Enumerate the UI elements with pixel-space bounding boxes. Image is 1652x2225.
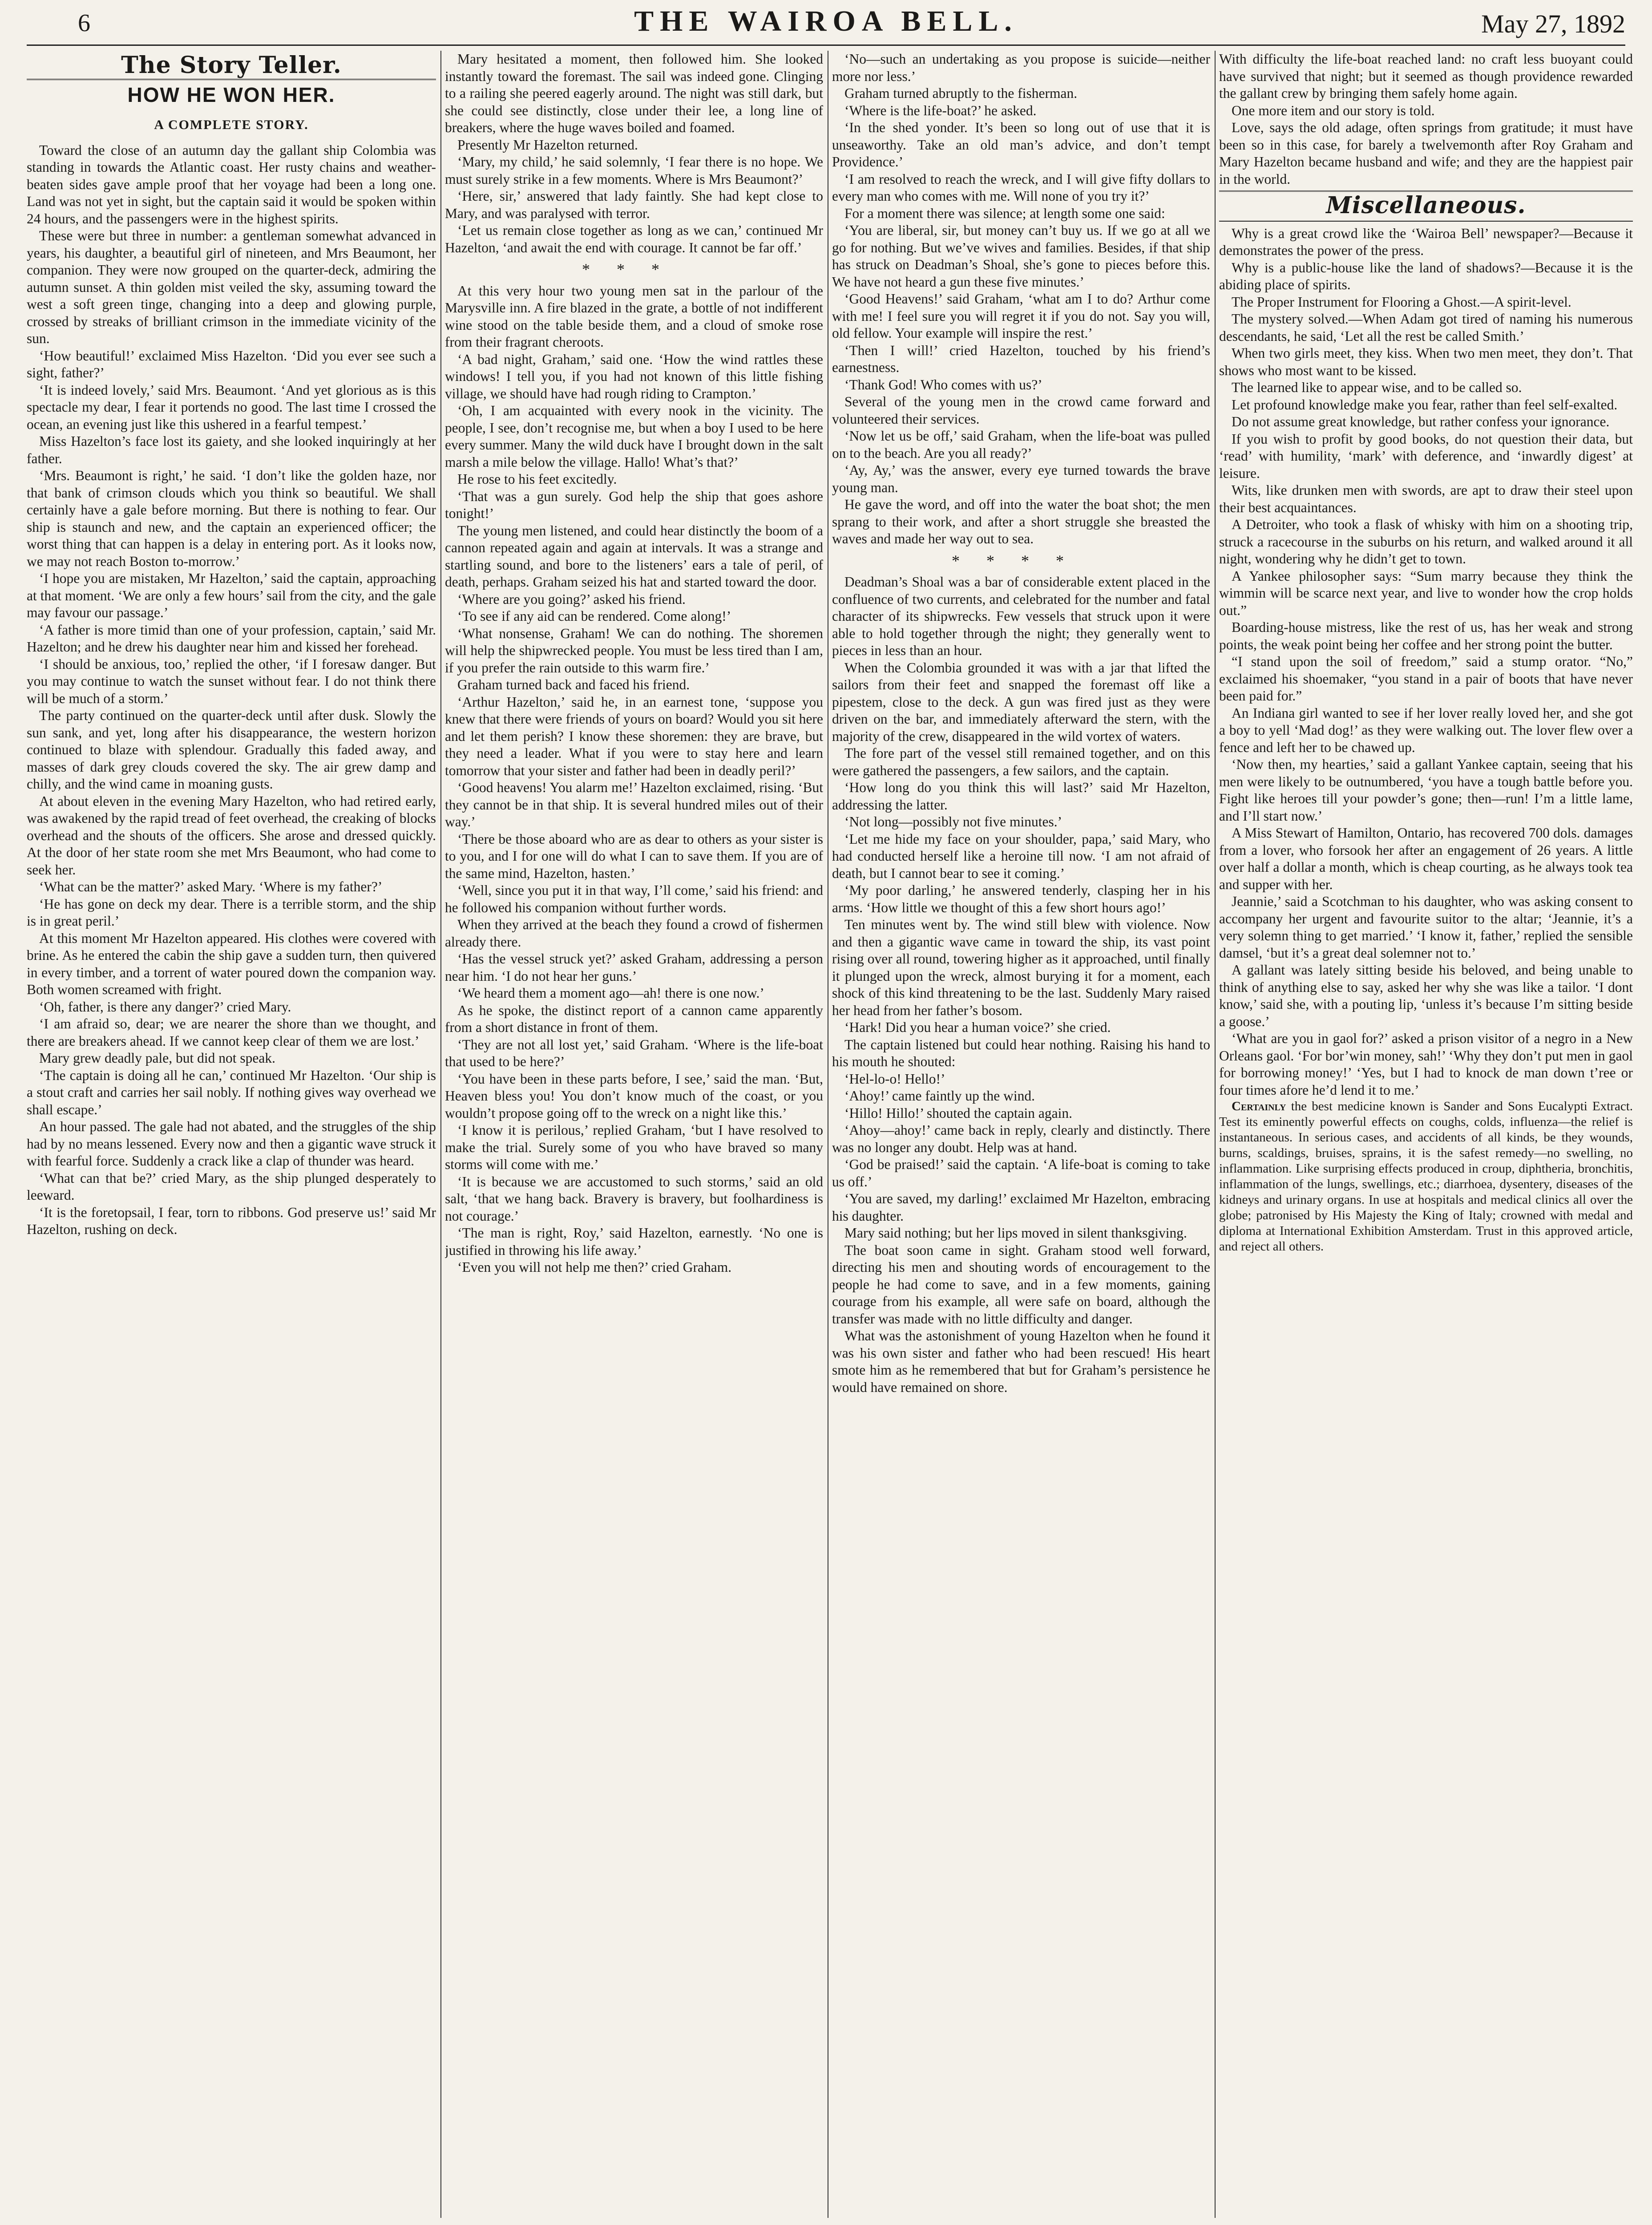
story-paragraph: ‘I am afraid so, dear; we are nearer the shore than we thought, and there are breakers ahead. If we cannot keep clear of them we are lost.’ <box>27 1016 436 1049</box>
story-paragraph: ‘What can be the matter?’ asked Mary. ‘Where is my father?’ <box>39 879 383 894</box>
story-paragraph: These were but three in number: a gentleman somewhat advanced in years, his daughter, a beautiful girl of nineteen, and Mrs Beaumont, her companion. They were now grouped on the quarter-deck, admiring the autumn sunset. A thin golden mist veiled the sky, assuming toward the west a soft green tinge, changing into a deep and glowing purple, crossed by streaks of brilliant crimson in the immediate vicinity of the sun. <box>27 228 436 346</box>
story-paragraph: An hour passed. The gale had not abated, and the struggles of the ship had by no means lessened. Every now and then a gigantic wave struck it with fearful force. Suddenly a crack like a clap of thunder was heard. <box>27 1119 436 1169</box>
story-paragraph: Graham turned abruptly to the fisherman. <box>844 85 1078 101</box>
misc-item: A Detroiter, who took a flask of whisky with him on a shooting trip, struck a racecourse in the suburbs on his return, and walked around it all night, wondering why he didn’t get to town. <box>1219 517 1633 566</box>
story-paragraph: ‘Let us remain close together as long as we can,’ continued Mr Hazelton, ‘and await the end with courage. It cannot be far off.’ <box>445 222 823 255</box>
misc-item: ‘What are you in gaol for?’ asked a prison visitor of a negro in a New Orleans gaol. ‘For bor’win money, sah!’ ‘Why they don’t put men in gaol for borrowing money!’ ‘Yes, but I had to knock de man down t’ree or four times afore he’d lend it to me.’ <box>1219 1031 1633 1098</box>
column-rule <box>1215 51 1216 2218</box>
story-paragraph: As he spoke, the distinct report of a cannon came apparently from a short distance in front of them. <box>445 1002 823 1035</box>
story-paragraph: With difficulty the life-boat reached land: no craft less buoyant could have survived that night; but it seemed as though providence rewarded the gallant crew by bringing them safely home again. <box>1219 51 1633 101</box>
story-paragraph: ‘Then I will!’ cried Hazelton, touched by his friend’s earnestness. <box>832 342 1210 375</box>
story-paragraph: Mary grew deadly pale, but did not speak. <box>39 1050 275 1066</box>
story-paragraph: ‘Good Heavens!’ said Graham, ‘what am I to do? Arthur come with me! I feel sure you will regret it if you do not. Say you will, old fellow. Your example will inspire the rest.’ <box>832 291 1210 341</box>
story-paragraph: ‘You are saved, my darling!’ exclaimed Mr Hazelton, embracing his daughter. <box>832 1191 1210 1224</box>
story-paragraph: ‘My poor darling,’ he answered tenderly, clasping her in his arms. ‘How little we thought of this a few short hours ago!’ <box>832 882 1210 915</box>
misc-item: A gallant was lately sitting beside his beloved, and being unable to think of anything else to say, asked her why she was like a tailor. ‘I dont know,’ said she, with a pouting lip, ‘unless it’s because I’m sitting beside a goose.’ <box>1219 962 1633 1029</box>
story-paragraph: Ten minutes went by. The wind still blew with violence. Now and then a gigantic wave came in toward the ship, its vast point rising over all round, towering higher as it approached, until finally it plunged upon the wreck, almost burying it for a moment, each shock of this kind threatening to be the last. Suddenly Mary raised her head from her father’s bosom. <box>832 917 1210 1018</box>
story-paragraph: ‘Thank God! Who comes with us?’ <box>844 376 1042 392</box>
story-paragraph: ‘The captain is doing all he can,’ continued Mr Hazelton. ‘Our ship is a stout craft and carries her sail nobly. If nothing gives way overhead we shall escape.’ <box>27 1067 436 1117</box>
story-paragraph: ‘Ahoy—ahoy!’ came back in reply, clearly and distinctly. There was no longer any doubt. Help was at hand. <box>832 1122 1210 1155</box>
story-paragraph: ‘Oh, father, is there any danger?’ cried Mary. <box>39 999 291 1015</box>
story-paragraph: ‘Ay, Ay,’ was the answer, every eye turned towards the brave young man. <box>832 462 1210 495</box>
story-paragraph: ‘Where are you going?’ asked his friend. <box>457 591 686 607</box>
page-number: 6 <box>78 9 90 37</box>
misc-item: The mystery solved.—When Adam got tired of naming his numerous descendants, he said, ‘Let all the rest be called Smith.’ <box>1219 311 1633 344</box>
story-paragraph: ‘Mary, my child,’ he said solemnly, ‘I fear there is no hope. We must surely strike in a few moments. Where is Mrs Beaumont?’ <box>445 154 823 187</box>
advertisement <box>1219 1099 1633 1254</box>
story-paragraph: ‘To see if any aid can be rendered. Come along!’ <box>457 608 731 624</box>
story-paragraph: ‘Not long—possibly not five minutes.’ <box>844 814 1062 829</box>
story-paragraph: The boat soon came in sight. Graham stood well forward, directing his men and shouting words of encouragement to the people he had come to save, and in a few moments, gaining courage from his example, all were safe on board, although the transfer was made with no little difficulty and danger. <box>832 1242 1210 1327</box>
story-paragraph: ‘Arthur Hazelton,’ said he, in an earnest tone, ‘suppose you knew that there were friends of yours on board? Would you sit here and let them perish? I know these shoremen: they are brave, but they need a leader. What if you were to stay here and learn tomorrow that your sister and father had been in deadly peril?’ <box>445 694 823 778</box>
story-paragraph: ‘Even you will not help me then?’ cried Graham. <box>457 1259 732 1275</box>
story-paragraph: For a moment there was silence; at length some one said: <box>844 205 1165 221</box>
story-paragraph: ‘I know it is perilous,’ replied Graham, ‘but I have resolved to make the trial. Surely some of you who have braved so many storms will come with me.’ <box>445 1122 823 1172</box>
story-paragraph: Mary hesitated a moment, then followed him. She looked instantly toward the foremast. The sail was indeed gone. Clinging to a railing she peered eagerly around. The night was still dark, but she could see distinctly, close under their lee, a long line of breakers, where the huge waves boiled and foamed. <box>445 51 823 135</box>
story-paragraph: ‘In the shed yonder. It’s been so long out of use that it is unseaworthy. Take an old man’s advice, and don’t tempt Providence.’ <box>832 120 1210 170</box>
story-paragraph: ‘He has gone on deck my dear. There is a terrible storm, and the ship is in great peril.’ <box>27 896 436 929</box>
misc-item: A Miss Stewart of Hamilton, Ontario, has recovered 700 dols. damages from a lover, who forsook her after an engagement of 26 years. A little over half a dollar a month, which is cheap courting, as he always took tea and supper with her. <box>1219 825 1633 892</box>
story-paragraph: ‘Where is the life-boat?’ he asked. <box>844 102 1037 118</box>
column-1 <box>27 51 436 2218</box>
story-paragraph: Love, says the old adage, often springs from gratitude; it must have been so in this case, for barely a twelvemonth after Roy Graham and Mary Hazelton became husband and wife; and they are the happiest pair in the world. <box>1219 120 1633 187</box>
story-paragraph: ‘You have been in these parts before, I see,’ said the man. ‘But, Heaven bless you! You don’t know much of the coast, or you wouldn’t propose going off to the wreck on a night like this.’ <box>445 1071 823 1121</box>
story-paragraph: ‘Hillo! Hillo!’ shouted the captain again. <box>844 1105 1073 1121</box>
story-paragraph: One more item and our story is told. <box>1232 102 1435 118</box>
issue-date: May 27, 1892 <box>1481 9 1625 38</box>
section-break-stars: **** <box>952 551 1091 570</box>
story-title: HOW HE WON HER. <box>127 83 335 106</box>
misc-item: Why is a public-house like the land of shadows?—Because it is the abiding place of spirits. <box>1219 259 1633 292</box>
misc-item: “I stand upon the soil of freedom,” said a stump orator. “No,” exclaimed his shoemaker, “you stand in a pair of boots that have never been paid for.” <box>1219 654 1633 704</box>
story-paragraph: ‘That was a gun surely. God help the ship that goes ashore tonight!’ <box>445 488 823 521</box>
story-paragraph: ‘Hark! Did you hear a human voice?’ she cried. <box>844 1019 1111 1035</box>
story-paragraph: ‘I am resolved to reach the wreck, and I will give fifty dollars to every man who comes with me. Will none of you try it?’ <box>832 171 1210 204</box>
column-3 <box>832 51 1210 2218</box>
story-paragraph: Presently Mr Hazelton returned. <box>457 137 638 153</box>
story-paragraph: At about eleven in the evening Mary Hazelton, who had retired early, was awakened by the rapid tread of feet overhead, the creaking of blocks overhead and the shouts of the officers. She arose and dressed quickly. At the door of her state room she met Mrs Beaumont, who had come to seek her. <box>27 793 436 878</box>
story-paragraph: ‘Well, since you put it in that way, I’ll come,’ said his friend: and he followed his companion without further words. <box>445 882 823 915</box>
story-paragraph: Mary said nothing; but her lips moved in silent thanksgiving. <box>844 1225 1187 1241</box>
story-paragraph: ‘You are liberal, sir, but money can’t buy us. If we go at all we go for nothing. But we’ve wives and families. Besides, if that ship has struck on Deadman’s Shoal, she’s gone to pieces before this. We have not heard a gun these five minutes.’ <box>832 222 1210 290</box>
story-paragraph: ‘Oh, I am acquainted with every nook in the vicinity. The people, I see, don’t recognise me, but when a boy I used to be here every summer. Many the wild duck have I brought down in the salt marsh a mile below the village. Hallo! What’s that?’ <box>445 403 823 470</box>
story-paragraph: The young men listened, and could hear distinctly the boom of a cannon repeated again and again at intervals. It was a strange and startling sound, and bore to the listeners’ ears a tale of peril, of death, perhaps. Graham seized his hat and started toward the door. <box>445 522 823 590</box>
story-paragraph: ‘Let me hide my face on your shoulder, papa,’ said Mary, who had conducted herself like a heroine till now. ‘I am not afraid of death, but I cannot bear to see it coming.’ <box>832 831 1210 881</box>
story-paragraph: ‘I should be anxious, too,’ replied the other, ‘if I foresaw danger. But you may continue to watch the sunset without fear. I do not think there will be much of a storm.’ <box>27 656 436 706</box>
misc-item: Wits, like drunken men with swords, are apt to draw their steel upon their best acquaintances. <box>1219 482 1633 515</box>
story-paragraph: ‘Now let us be off,’ said Graham, when the life-boat was pulled on to the beach. Are you all ready?’ <box>832 428 1210 461</box>
story-paragraph: ‘Hel-lo-o! Hello!’ <box>844 1071 945 1087</box>
story-paragraph: ‘Good heavens! You alarm me!’ Hazelton exclaimed, rising. ‘But they cannot be in that ship. It is several hundred miles out of their way.’ <box>445 780 823 829</box>
story-paragraph: Several of the young men in the crowd came forward and volunteered their services. <box>832 394 1210 427</box>
story-paragraph: The captain listened but could hear nothing. Raising his hand to his mouth he shouted: <box>832 1036 1210 1069</box>
advertisement-lead: Certainly <box>1232 1099 1286 1113</box>
column-rule <box>440 51 441 2218</box>
misc-item: If you wish to profit by good books, do not question their data, but ‘read’ with humility, ‘mark’ with deference, and ‘inwardly digest’ at leisure. <box>1219 431 1633 481</box>
masthead-rule <box>27 44 1625 46</box>
story-paragraph: ‘What nonsense, Graham! We can do nothing. The shoremen will help the shipwrecked people. You must be less tired than I am, if you prefer the rain outside to this warm fire.’ <box>445 625 823 676</box>
story-paragraph: ‘Mrs. Beaumont is right,’ he said. ‘I don’t like the golden haze, nor that bank of crimson clouds which you think so beautiful. We shall certainly have a gale before morning. But there is nothing to fear. Our ship is staunch and new, and the captain an experienced officer; the worst thing that can happen is a delay in entering port. As it looks now, we may not reach Boston to-morrow.’ <box>27 468 436 569</box>
story-paragraph: Toward the close of an autumn day the gallant ship Colombia was standing in towards the Atlantic coast. Her rusty chains and weather-beaten sides gave ample proof that her voyage had been a long one. Land was not yet in sight, but the captain said it would be spoken within 24 hours, and the passengers were in the highest spirits. <box>27 142 436 227</box>
story-paragraph: At this very hour two young men sat in the parlour of the Marysville inn. A fire blazed in the grate, a bottle of not indifferent wine stood on the table beside them, and a cloud of smoke rose from their fragrant cheroots. <box>445 283 823 350</box>
column-4 <box>1219 51 1633 2218</box>
story-paragraph: Deadman’s Shoal was a bar of considerable extent placed in the confluence of two currents, and celebrated for the number and fatal character of its shipwrecks. Few vessels that struck upon it were able to hold together through the night; they generally went to pieces in less than an hour. <box>832 574 1210 658</box>
misc-item: The Proper Instrument for Flooring a Ghost.—A spirit-level. <box>1232 294 1571 310</box>
misc-item: ‘Now then, my hearties,’ said a gallant Yankee captain, seeing that his men were likely to be outnumbered, ‘you have a tough battle before you. Fight like heroes till your powder’s gone; then—run! I’m a little lame, and I’ll start now.’ <box>1219 756 1633 824</box>
misc-item: Boarding-house mistress, like the rest of us, has her weak and strong points, the weak point being her coffee and her strong point the butter. <box>1219 619 1633 652</box>
story-paragraph: He gave the word, and off into the water the boat shot; the men sprang to their work, and after a short struggle she breasted the waves and made her way out to sea. <box>832 497 1210 546</box>
advertisement-body: the best medicine known is Sander and Sons Eucalypti Extract. Test its eminently powerful effects on coughs, colds, influenza—the relief is instantaneous. In serious cases, and accidents of all kinds, be they wounds, burns, scaldings, bruises, sprains, it is the safest remedy—no swelling, no inflammation. Like surprising effects produced in croup, diphtheria, bronchitis, inflammation of the lungs, swellings, etc.; diarrhoea, dysentery, diseases of the kidneys and urinary organs. In use at hospitals and medical clinics all over the globe; patronised by His Majesty the King of Italy; crowned with medal and diploma at International Exhibition Amsterdam. Trust in this approved article, and reject all others. <box>1219 1099 1633 1254</box>
story-paragraph: Graham turned back and faced his friend. <box>457 677 690 692</box>
story-paragraph: ‘The man is right, Roy,’ said Hazelton, earnestly. ‘No one is justified in throwing his life away.’ <box>445 1225 823 1258</box>
misc-item: Let profound knowledge make you fear, rather than feel self-exalted. <box>1232 396 1618 413</box>
story-paragraph: ‘God be praised!’ said the captain. ‘A life-boat is coming to take us off.’ <box>832 1157 1210 1189</box>
story-paragraph: When they arrived at the beach they found a crowd of fishermen already there. <box>445 917 823 950</box>
story-paragraph: What was the astonishment of young Hazelton when he found it was his own sister and father who had been rescued! His heart smote him as he remembered that but for Graham’s persistence he would have remained on shore. <box>832 1328 1210 1395</box>
story-paragraph: Miss Hazelton’s face lost its gaiety, and she looked inquiringly at her father. <box>27 433 436 466</box>
column-2 <box>445 51 823 2218</box>
section-heading-miscellaneous: Miscellaneous. <box>1326 192 1526 219</box>
story-paragraph: ‘How beautiful!’ exclaimed Miss Hazelton. ‘Did you ever see such a sight, father?’ <box>27 348 436 380</box>
story-paragraph: ‘No—such an undertaking as you propose is suicide—neither more nor less.’ <box>832 51 1210 84</box>
story-paragraph: ‘A father is more timid than one of your profession, captain,’ said Mr. Hazelton; and he drew his daughter near him and kissed her forehead. <box>27 622 436 655</box>
misc-item: Jeannie,’ said a Scotchman to his daughter, who was asking consent to accompany her urgent and favourite suitor to the altar; ‘Jeannie, it’s a very solemn thing to get married.’ ‘I know it, father,’ replied the sensible damsel, ‘but it’s a great deal solemner not to.’ <box>1219 894 1633 961</box>
story-subtitle: A COMPLETE STORY. <box>154 117 309 132</box>
misc-item: Do not assume great knowledge, but rather confess your ignorance. <box>1232 414 1610 429</box>
story-paragraph: ‘It is the foretopsail, I fear, torn to ribbons. God preserve us!’ said Mr Hazelton, rushing on deck. <box>27 1204 436 1237</box>
story-paragraph: ‘We heard them a moment ago—ah! there is one now.’ <box>457 985 764 1001</box>
story-paragraph: ‘Has the vessel struck yet?’ asked Graham, addressing a person near him. ‘I do not hear her guns.’ <box>445 951 823 984</box>
story-paragraph: When the Colombia grounded it was with a jar that lifted the sailors from their feet and snapped the foremast off like a pipestem, close to the deck. A gun was fired just as they were driven on the bar, and immediately afterward the stern, with the majority of the crew, disappeared in the wild vortex of waters. <box>832 659 1210 744</box>
misc-item: An Indiana girl wanted to see if her lover really loved her, and she got a boy to yell ‘Mad dog!’ as they were walking out. The lover flew over a fence and left her to be chawed up. <box>1219 705 1633 755</box>
section-break-stars: *** <box>582 260 686 278</box>
story-paragraph: The fore part of the vessel still remained together, and on this were gathered the passengers, a few sailors, and the captain. <box>832 745 1210 778</box>
story-paragraph: ‘It is indeed lovely,’ said Mrs. Beaumont. ‘And yet glorious as is this spectacle my dear, I fear it portends no good. The last time I crossed the ocean, an evening just like this ushered in a fearful tempest.’ <box>27 382 436 432</box>
misc-item: A Yankee philosopher says: “Sum marry because they think the wimmin will be scarce next year, and live to wonder how the crop holds out.” <box>1219 568 1633 618</box>
section-heading-story-teller: The Story Teller. <box>121 52 342 79</box>
story-paragraph: ‘Here, sir,’ answered that lady faintly. She had kept close to Mary, and was paralysed with terror. <box>445 188 823 221</box>
story-paragraph: The party continued on the quarter-deck until after dusk. Slowly the sun sank, and yet, long after his disappearance, the western horizon continued to blaze with splendour. Gradually this faded away, and masses of dark grey clouds covered the sky. The air grew damp and chilly, and the wind came in moaning gusts. <box>27 708 436 792</box>
story-paragraph: ‘It is because we are accustomed to such storms,’ said an old salt, ‘that we hang back. Bravery is bravery, but foolhardiness is not courage.’ <box>445 1173 823 1224</box>
story-paragraph: ‘How long do you think this will last?’ said Mr Hazelton, addressing the latter. <box>832 780 1210 813</box>
story-paragraph: ‘They are not all lost yet,’ said Graham. ‘Where is the life-boat that used to be here?’ <box>445 1036 823 1069</box>
story-paragraph: ‘I hope you are mistaken, Mr Hazelton,’ said the captain, approaching at that moment. ‘We are only a few hours’ sail from the city, and the gale may favour our passage.’ <box>27 570 436 620</box>
story-paragraph: ‘A bad night, Graham,’ said one. ‘How the wind rattles these windows! I tell you, if you had not known of this little fishing village, we should have had rough riding to Crampton.’ <box>445 351 823 401</box>
misc-item: When two girls meet, they kiss. When two men meet, they don’t. That shows who most want to be kissed. <box>1219 345 1633 378</box>
misc-item: Why is a great crowd like the ‘Wairoa Bell’ newspaper?—Because it demonstrates the power of the press. <box>1219 225 1633 258</box>
story-paragraph: ‘Ahoy!’ came faintly up the wind. <box>844 1088 1035 1104</box>
newspaper-title: THE WAIROA BELL. <box>634 5 1018 37</box>
masthead <box>0 0 1652 44</box>
divider <box>1219 221 1633 222</box>
story-paragraph: ‘What can that be?’ cried Mary, as the ship plunged desperately to leeward. <box>27 1170 436 1203</box>
story-paragraph: At this moment Mr Hazelton appeared. His clothes were covered with brine. As he entered the cabin the ship gave a sudden turn, then quivered in every timber, and a torrent of water poured down the companion way. Both women screamed with fright. <box>27 930 436 997</box>
story-paragraph: He rose to his feet excitedly. <box>457 471 617 487</box>
misc-item: The learned like to appear wise, and to be called so. <box>1232 380 1522 395</box>
story-paragraph: ‘There be those aboard who are as dear to others as your sister is to you, and I for one will do what I can to save them. If you are of the same mind, Hazelton, hasten.’ <box>445 831 823 881</box>
